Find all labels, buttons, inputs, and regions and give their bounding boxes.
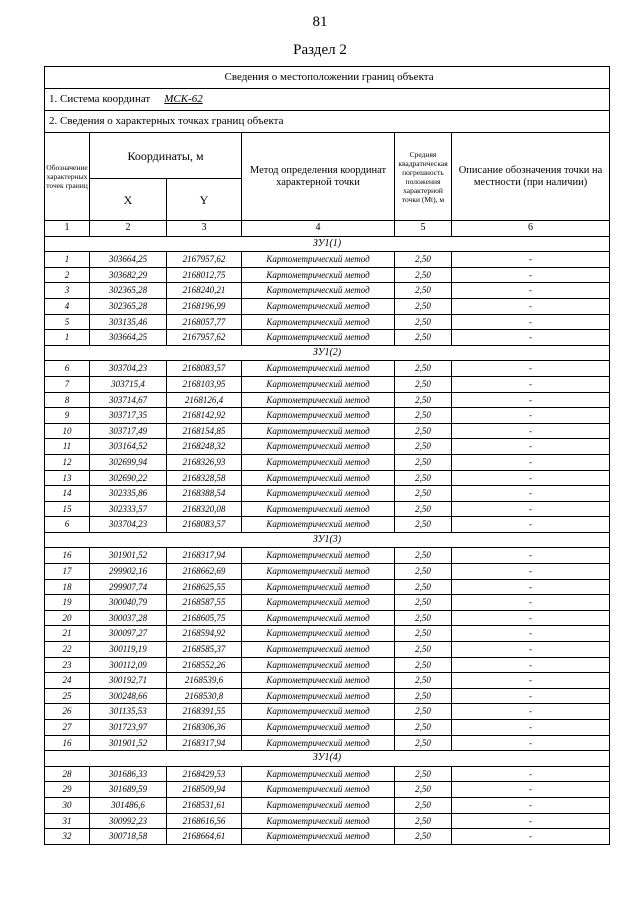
- method: Картометрический метод: [242, 470, 395, 486]
- coord-y: 2168587,55: [167, 595, 242, 611]
- description: -: [452, 564, 610, 580]
- coord-y: 2168388,54: [167, 486, 242, 502]
- method: Картометрический метод: [242, 579, 395, 595]
- coord-x: 301689,59: [90, 782, 167, 798]
- description: -: [452, 470, 610, 486]
- error-value: 2,50: [395, 501, 452, 517]
- error-value: 2,50: [395, 454, 452, 470]
- header-error: Средняя квадратическая погрешность положения характерной точки (Mt), м: [395, 133, 452, 221]
- coord-system-value: МСК-62: [164, 93, 203, 105]
- coord-x: 303135,46: [90, 314, 167, 330]
- coord-y: 2167957,62: [167, 252, 242, 268]
- coord-y: 2168306,36: [167, 720, 242, 736]
- error-value: 2,50: [395, 735, 452, 751]
- description: -: [452, 642, 610, 658]
- point-number: 17: [45, 564, 90, 580]
- error-value: 2,50: [395, 595, 452, 611]
- coord-x: 300992,23: [90, 813, 167, 829]
- page-number: 81: [312, 14, 328, 30]
- table-row: [45, 626, 610, 642]
- error-value: 2,50: [395, 470, 452, 486]
- point-number: 27: [45, 720, 90, 736]
- point-number: 1: [45, 330, 90, 346]
- description: -: [452, 283, 610, 299]
- table-row: [45, 517, 610, 533]
- coord-y: 2168317,94: [167, 548, 242, 564]
- coord-x: 302335,86: [90, 486, 167, 502]
- table-row: [45, 688, 610, 704]
- coord-y: 2168616,56: [167, 813, 242, 829]
- point-number: 26: [45, 704, 90, 720]
- point-number: 31: [45, 813, 90, 829]
- column-number: 3: [167, 221, 242, 237]
- method: Картометрический метод: [242, 501, 395, 517]
- coord-x: 299902,16: [90, 564, 167, 580]
- group-name: ЗУ1(4): [45, 751, 610, 767]
- error-value: 2,50: [395, 517, 452, 533]
- coord-x: 300718,58: [90, 829, 167, 845]
- method: Картометрический метод: [242, 766, 395, 782]
- error-value: 2,50: [395, 314, 452, 330]
- column-number: 5: [395, 221, 452, 237]
- coord-system-label: 1. Система координат: [49, 93, 151, 105]
- table-row: [45, 298, 610, 314]
- table-row: [45, 642, 610, 658]
- description: -: [452, 797, 610, 813]
- method: Картометрический метод: [242, 642, 395, 658]
- points-info-label: 2. Сведения о характерных точках границ объекта: [45, 111, 610, 133]
- group-row: [45, 751, 610, 767]
- table-row: [45, 548, 610, 564]
- description: -: [452, 610, 610, 626]
- coord-y: 2168248,32: [167, 439, 242, 455]
- point-number: 19: [45, 595, 90, 611]
- point-number: 24: [45, 673, 90, 689]
- description: -: [452, 454, 610, 470]
- point-number: 6: [45, 361, 90, 377]
- table-row: [45, 361, 610, 377]
- table-row: [45, 782, 610, 798]
- point-number: 18: [45, 579, 90, 595]
- description: -: [452, 423, 610, 439]
- table-row: [45, 813, 610, 829]
- table-row: [45, 673, 610, 689]
- method: Картометрический метод: [242, 626, 395, 642]
- method: Картометрический метод: [242, 610, 395, 626]
- method: Картометрический метод: [242, 829, 395, 845]
- error-value: 2,50: [395, 564, 452, 580]
- error-value: 2,50: [395, 283, 452, 299]
- group-row: [45, 236, 610, 252]
- table-row: [45, 267, 610, 283]
- group-name: ЗУ1(3): [45, 532, 610, 548]
- method: Картометрический метод: [242, 797, 395, 813]
- method: Картометрический метод: [242, 267, 395, 283]
- table-row: [45, 408, 610, 424]
- method: Картометрический метод: [242, 314, 395, 330]
- coord-x: 300097,27: [90, 626, 167, 642]
- coord-x: 301135,53: [90, 704, 167, 720]
- coord-y: 2168539,6: [167, 673, 242, 689]
- table-row: [45, 766, 610, 782]
- description: -: [452, 579, 610, 595]
- point-number: 5: [45, 314, 90, 330]
- coord-x: 302365,28: [90, 283, 167, 299]
- method: Картометрический метод: [242, 548, 395, 564]
- coord-x: 303714,67: [90, 392, 167, 408]
- coord-y: 2168605,75: [167, 610, 242, 626]
- table-row: [45, 392, 610, 408]
- description: -: [452, 720, 610, 736]
- coord-x: 301901,52: [90, 735, 167, 751]
- group-name: ЗУ1(2): [45, 345, 610, 361]
- point-number: 16: [45, 548, 90, 564]
- coord-x: 300192,71: [90, 673, 167, 689]
- method: Картометрический метод: [242, 517, 395, 533]
- group-row: [45, 532, 610, 548]
- description: -: [452, 766, 610, 782]
- description: -: [452, 314, 610, 330]
- method: Картометрический метод: [242, 439, 395, 455]
- coord-y: 2168317,94: [167, 735, 242, 751]
- method: Картометрический метод: [242, 673, 395, 689]
- coord-y: 2168328,58: [167, 470, 242, 486]
- coord-x: 299907,74: [90, 579, 167, 595]
- description: -: [452, 361, 610, 377]
- coord-y: 2168625,55: [167, 579, 242, 595]
- table-row: [45, 657, 610, 673]
- coord-x: 300037,28: [90, 610, 167, 626]
- error-value: 2,50: [395, 408, 452, 424]
- coord-x: 303704,23: [90, 517, 167, 533]
- point-number: 1: [45, 252, 90, 268]
- description: -: [452, 829, 610, 845]
- coord-y: 2168662,69: [167, 564, 242, 580]
- description: -: [452, 626, 610, 642]
- point-number: 20: [45, 610, 90, 626]
- description: -: [452, 486, 610, 502]
- table-row: [45, 735, 610, 751]
- coord-x: 302699,94: [90, 454, 167, 470]
- coord-y: 2168126,4: [167, 392, 242, 408]
- table-row: [45, 376, 610, 392]
- point-number: 30: [45, 797, 90, 813]
- table-row: [45, 797, 610, 813]
- group-name: ЗУ1(1): [45, 236, 610, 252]
- point-number: 13: [45, 470, 90, 486]
- boundary-table: [44, 66, 610, 845]
- error-value: 2,50: [395, 548, 452, 564]
- coord-x: 303682,29: [90, 267, 167, 283]
- coord-x: 303717,49: [90, 423, 167, 439]
- table-row: [45, 439, 610, 455]
- point-number: 15: [45, 501, 90, 517]
- coord-y: 2168530,8: [167, 688, 242, 704]
- description: -: [452, 330, 610, 346]
- table-row: [45, 454, 610, 470]
- method: Картометрический метод: [242, 720, 395, 736]
- method: Картометрический метод: [242, 688, 395, 704]
- table-row: [45, 829, 610, 845]
- coord-y: 2168326,93: [167, 454, 242, 470]
- coord-x: 301686,33: [90, 766, 167, 782]
- error-value: 2,50: [395, 704, 452, 720]
- point-number: 14: [45, 486, 90, 502]
- coord-y: 2168391,55: [167, 704, 242, 720]
- coord-x: 300040,79: [90, 595, 167, 611]
- error-value: 2,50: [395, 673, 452, 689]
- coord-y: 2168594,92: [167, 626, 242, 642]
- method: Картометрический метод: [242, 423, 395, 439]
- column-numbers-row: [45, 221, 610, 237]
- method: Картометрический метод: [242, 564, 395, 580]
- table-row: [45, 610, 610, 626]
- error-value: 2,50: [395, 766, 452, 782]
- error-value: 2,50: [395, 423, 452, 439]
- coord-y: 2168240,21: [167, 283, 242, 299]
- description: -: [452, 252, 610, 268]
- coord-y: 2168552,26: [167, 657, 242, 673]
- table-row: [45, 579, 610, 595]
- coord-x: 301723,97: [90, 720, 167, 736]
- coord-system-row: [45, 89, 610, 111]
- table-row: [45, 501, 610, 517]
- table-row: [45, 423, 610, 439]
- coord-y: 2168083,57: [167, 517, 242, 533]
- method: Картометрический метод: [242, 454, 395, 470]
- header-method: Метод определения координат характерной точки: [242, 133, 395, 221]
- description: -: [452, 704, 610, 720]
- error-value: 2,50: [395, 579, 452, 595]
- error-value: 2,50: [395, 376, 452, 392]
- header-description: Описание обозначения точки на местности (при наличии): [452, 133, 610, 221]
- coord-x: 303664,25: [90, 330, 167, 346]
- method: Картометрический метод: [242, 657, 395, 673]
- coord-x: 303704,23: [90, 361, 167, 377]
- coord-y: 2167957,62: [167, 330, 242, 346]
- column-number: 6: [452, 221, 610, 237]
- table-row: [45, 595, 610, 611]
- description: -: [452, 392, 610, 408]
- point-number: 9: [45, 408, 90, 424]
- error-value: 2,50: [395, 252, 452, 268]
- description: -: [452, 376, 610, 392]
- point-number: 7: [45, 376, 90, 392]
- method: Картометрический метод: [242, 283, 395, 299]
- table-row: [45, 470, 610, 486]
- error-value: 2,50: [395, 486, 452, 502]
- coord-x: 302690,22: [90, 470, 167, 486]
- error-value: 2,50: [395, 829, 452, 845]
- description: -: [452, 548, 610, 564]
- description: -: [452, 813, 610, 829]
- point-number: 6: [45, 517, 90, 533]
- table-row: [45, 330, 610, 346]
- error-value: 2,50: [395, 642, 452, 658]
- point-number: 21: [45, 626, 90, 642]
- coord-y: 2168012,75: [167, 267, 242, 283]
- coord-y: 2168142,92: [167, 408, 242, 424]
- error-value: 2,50: [395, 657, 452, 673]
- point-number: 29: [45, 782, 90, 798]
- point-number: 11: [45, 439, 90, 455]
- description: -: [452, 439, 610, 455]
- method: Картометрический метод: [242, 408, 395, 424]
- coord-y: 2168664,61: [167, 829, 242, 845]
- error-value: 2,50: [395, 298, 452, 314]
- error-value: 2,50: [395, 797, 452, 813]
- error-value: 2,50: [395, 267, 452, 283]
- header-x: X: [90, 179, 167, 221]
- coord-x: 303164,52: [90, 439, 167, 455]
- description: -: [452, 298, 610, 314]
- error-value: 2,50: [395, 626, 452, 642]
- coord-y: 2168585,37: [167, 642, 242, 658]
- coord-x: 301901,52: [90, 548, 167, 564]
- column-number: 2: [90, 221, 167, 237]
- point-number: 2: [45, 267, 90, 283]
- error-value: 2,50: [395, 720, 452, 736]
- error-value: 2,50: [395, 688, 452, 704]
- coord-y: 2168196,99: [167, 298, 242, 314]
- coord-y: 2168320,08: [167, 501, 242, 517]
- error-value: 2,50: [395, 330, 452, 346]
- coord-x: 303715,4: [90, 376, 167, 392]
- method: Картометрический метод: [242, 361, 395, 377]
- error-value: 2,50: [395, 361, 452, 377]
- table-row: [45, 704, 610, 720]
- description: -: [452, 595, 610, 611]
- table-row: [45, 720, 610, 736]
- coord-x: 300112,09: [90, 657, 167, 673]
- point-number: 22: [45, 642, 90, 658]
- coord-x: 303717,35: [90, 408, 167, 424]
- method: Картометрический метод: [242, 376, 395, 392]
- header-coordinates: Координаты, м: [90, 133, 242, 179]
- method: Картометрический метод: [242, 486, 395, 502]
- section-title: Раздел 2: [293, 42, 347, 58]
- point-number: 23: [45, 657, 90, 673]
- error-value: 2,50: [395, 813, 452, 829]
- method: Картометрический метод: [242, 782, 395, 798]
- error-value: 2,50: [395, 610, 452, 626]
- coord-y: 2168509,94: [167, 782, 242, 798]
- coord-x: 300119,19: [90, 642, 167, 658]
- coord-x: 300248,66: [90, 688, 167, 704]
- method: Картометрический метод: [242, 298, 395, 314]
- coord-y: 2168103,95: [167, 376, 242, 392]
- column-number: 4: [242, 221, 395, 237]
- coord-y: 2168531,61: [167, 797, 242, 813]
- point-number: 12: [45, 454, 90, 470]
- description: -: [452, 782, 610, 798]
- coord-y: 2168057,77: [167, 314, 242, 330]
- point-number: 10: [45, 423, 90, 439]
- description: -: [452, 408, 610, 424]
- coord-x: 302365,28: [90, 298, 167, 314]
- header-designation: Обозначение характерных точек границ: [45, 133, 90, 221]
- error-value: 2,50: [395, 782, 452, 798]
- table-row: [45, 564, 610, 580]
- coord-x: 303664,25: [90, 252, 167, 268]
- point-number: 4: [45, 298, 90, 314]
- description: -: [452, 267, 610, 283]
- table-row: [45, 486, 610, 502]
- description: -: [452, 517, 610, 533]
- coord-y: 2168154,85: [167, 423, 242, 439]
- header-y: Y: [167, 179, 242, 221]
- point-number: 28: [45, 766, 90, 782]
- point-number: 16: [45, 735, 90, 751]
- description: -: [452, 735, 610, 751]
- method: Картометрический метод: [242, 704, 395, 720]
- table-row: [45, 314, 610, 330]
- column-number: 1: [45, 221, 90, 237]
- description: -: [452, 688, 610, 704]
- coord-y: 2168083,57: [167, 361, 242, 377]
- method: Картометрический метод: [242, 330, 395, 346]
- table-title: Сведения о местоположении границ объекта: [45, 67, 610, 89]
- error-value: 2,50: [395, 439, 452, 455]
- method: Картометрический метод: [242, 392, 395, 408]
- error-value: 2,50: [395, 392, 452, 408]
- method: Картометрический метод: [242, 813, 395, 829]
- table-row: [45, 252, 610, 268]
- point-number: 3: [45, 283, 90, 299]
- table-row: [45, 283, 610, 299]
- method: Картометрический метод: [242, 252, 395, 268]
- method: Картометрический метод: [242, 595, 395, 611]
- description: -: [452, 673, 610, 689]
- description: -: [452, 501, 610, 517]
- coord-y: 2168429,53: [167, 766, 242, 782]
- point-number: 8: [45, 392, 90, 408]
- point-number: 25: [45, 688, 90, 704]
- method: Картометрический метод: [242, 735, 395, 751]
- coord-x: 301486,6: [90, 797, 167, 813]
- group-row: [45, 345, 610, 361]
- description: -: [452, 657, 610, 673]
- coord-x: 302333,57: [90, 501, 167, 517]
- point-number: 32: [45, 829, 90, 845]
